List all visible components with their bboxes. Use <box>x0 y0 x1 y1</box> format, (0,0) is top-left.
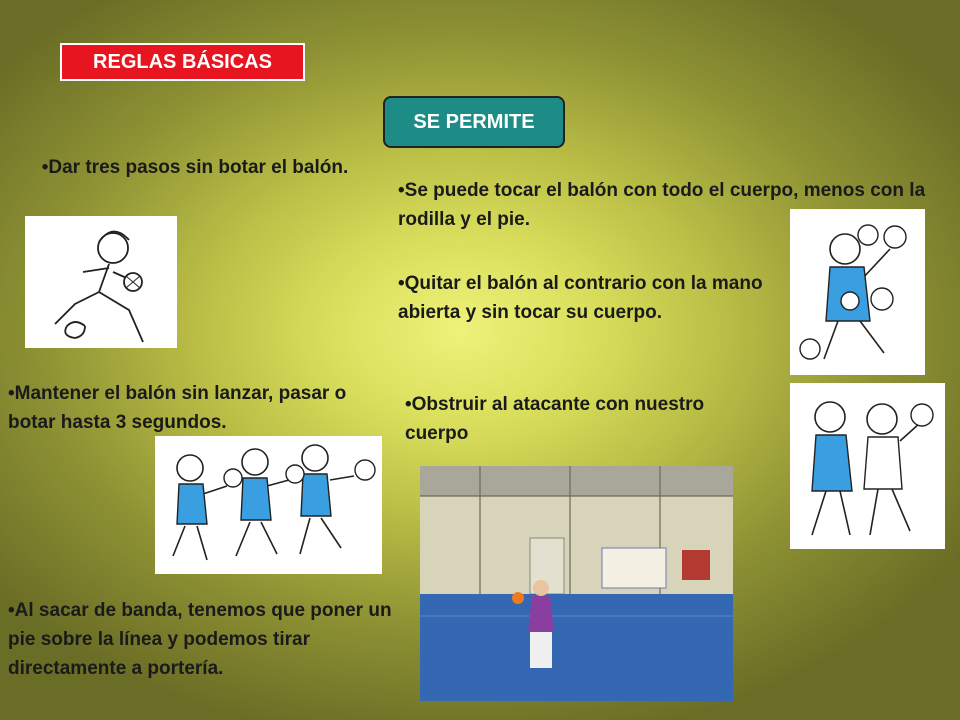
bullet-quitar: •Quitar el balón al contrario con la mano abierta y sin tocar su cuerpo. <box>398 273 763 323</box>
se-permite-badge: SE PERMITE <box>383 96 565 148</box>
three-players-illustration <box>155 436 382 574</box>
title-badge: REGLAS BÁSICAS <box>60 43 305 81</box>
bullet-obstruir: •Obstruir al atacante con nuestro cuerpo <box>405 394 705 444</box>
gym-photo <box>420 466 733 701</box>
two-players-illustration <box>790 383 945 549</box>
bullet-tres-pasos: •Dar tres pasos sin botar el balón. <box>41 157 349 178</box>
player-many-balls-illustration <box>790 209 925 375</box>
bullet-tocar: •Se puede tocar el balón con todo el cuerpo, menos con la rodilla y el pie. <box>398 180 926 230</box>
bullet-mantener: •Mantener el balón sin lanzar, pasar o botar hasta 3 segundos. <box>8 383 347 433</box>
running-girl-illustration <box>25 216 177 348</box>
bullet-sacar-banda: •Al sacar de banda, tenemos que poner un pie sobre la línea y podemos tirar directamente a portería. <box>8 600 392 679</box>
